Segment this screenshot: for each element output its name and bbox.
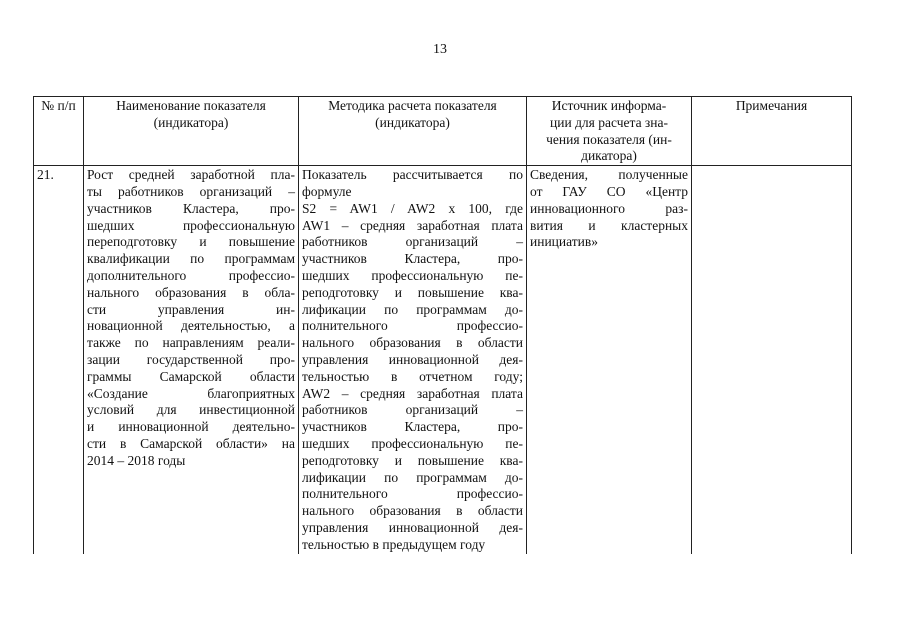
notes-cell (692, 166, 852, 554)
header-information-source-line: Источник информа- (551, 98, 667, 113)
header-indicator-name-line: (индикатора) (153, 114, 229, 130)
calculation-method-line: лификации по программам до- (302, 301, 523, 317)
indicator-name-line: граммы Самарской области (87, 368, 295, 384)
header-number-label: № п/п (41, 98, 76, 113)
row-number: 21. (37, 167, 54, 183)
information-source-line: инициатив» (530, 234, 599, 250)
indicator-name-line: Рост средней заработной пла- (87, 167, 295, 183)
calculation-method-line: работников организаций – (302, 234, 523, 250)
table-row (34, 166, 852, 554)
calculation-method-line: полнительного профессио- (302, 318, 523, 334)
calculation-method-line: управления инновационной дея- (302, 351, 523, 367)
calculation-method-line: шедших профессиональную пе- (302, 267, 523, 283)
calculation-method-line: AW1 – средняя заработная плата (302, 217, 523, 233)
indicator-name-line: переподготовку и повышение (87, 234, 295, 250)
calculation-method-line: реподготовку и повышение ква- (302, 452, 523, 468)
indicator-name-line: новационной деятельностью, а (87, 318, 295, 334)
header-information-source-line: чения показателя (ин- (546, 131, 672, 147)
indicator-name-line: нального образования в обла- (87, 284, 295, 300)
indicator-name-line: шедших профессиональную (87, 217, 295, 233)
indicator-name-line: и инновационной деятельно- (87, 419, 295, 435)
indicator-name-line: участников Кластера, про- (87, 200, 295, 216)
table-header-row (34, 97, 852, 166)
calculation-method-line: Показатель рассчитывается по (302, 167, 523, 183)
header-information-source (527, 97, 692, 166)
calculation-method-line: участников Кластера, про- (302, 251, 523, 267)
header-indicator-name-line: Наименование показателя (116, 98, 266, 113)
indicator-name-line: сти в Самарской области» на (87, 435, 295, 451)
calculation-method-line: нального образования в области (302, 503, 523, 519)
header-number (34, 97, 84, 166)
indicator-name-line: сти управления ин- (87, 301, 295, 317)
header-indicator-name (84, 97, 299, 166)
header-information-source-line: ции для расчета зна- (550, 114, 668, 130)
indicator-name-line: зации государственной про- (87, 351, 295, 367)
calculation-method-line: участников Кластера, про- (302, 419, 523, 435)
calculation-method-line: шедших профессиональную пе- (302, 435, 523, 451)
header-notes-label: Примечания (735, 98, 808, 113)
information-source-line: Сведения, полученные (530, 167, 688, 183)
calculation-method-line: тельностью в отчетном году; (302, 368, 523, 384)
header-notes (692, 97, 852, 166)
indicator-name-line: также по направлениям реали- (87, 335, 295, 351)
calculation-method-line: нального образования в области (302, 335, 523, 351)
header-calculation-method-line: (индикатора) (375, 114, 450, 130)
calculation-method-line: управления инновационной дея- (302, 519, 523, 535)
calculation-method-line: тельностью в предыдущем году (302, 536, 486, 552)
calculation-method-line: AW2 – средняя заработная плата (302, 385, 523, 401)
calculation-method-line: полнительного профессио- (302, 486, 523, 502)
calculation-method-line: лификации по программам до- (302, 469, 523, 485)
indicator-name-line: «Создание благоприятных (87, 385, 295, 401)
indicator-name-line: 2014 – 2018 годы (87, 452, 186, 468)
information-source-cell (527, 166, 692, 554)
page-number: 13 (433, 42, 447, 57)
indicator-name-line: ты работников организаций – (87, 183, 295, 199)
indicator-name-line: условий для инвестиционной (87, 402, 295, 418)
indicator-table (33, 96, 852, 554)
indicator-name-line: квалификации по программам (87, 251, 295, 267)
header-information-source-line: дикатора) (581, 148, 637, 164)
indicator-name-line: дополнительного профессио- (87, 267, 295, 283)
header-calculation-method (299, 97, 527, 166)
calculation-method-line: работников организаций – (302, 402, 523, 418)
information-source-line: инновационного раз- (530, 200, 688, 216)
indicator-name-cell (84, 166, 299, 554)
row-number-cell (34, 166, 84, 554)
information-source-line: от ГАУ СО «Центр (530, 183, 688, 199)
calculation-method-line: S2 = AW1 / AW2 x 100, где (302, 200, 523, 216)
header-calculation-method-line: Методика расчета показателя (328, 98, 497, 113)
calculation-method-line: формуле (302, 183, 352, 199)
calculation-method-line: реподготовку и повышение ква- (302, 284, 523, 300)
calculation-method-cell (299, 166, 527, 554)
information-source-line: вития и кластерных (530, 217, 688, 233)
